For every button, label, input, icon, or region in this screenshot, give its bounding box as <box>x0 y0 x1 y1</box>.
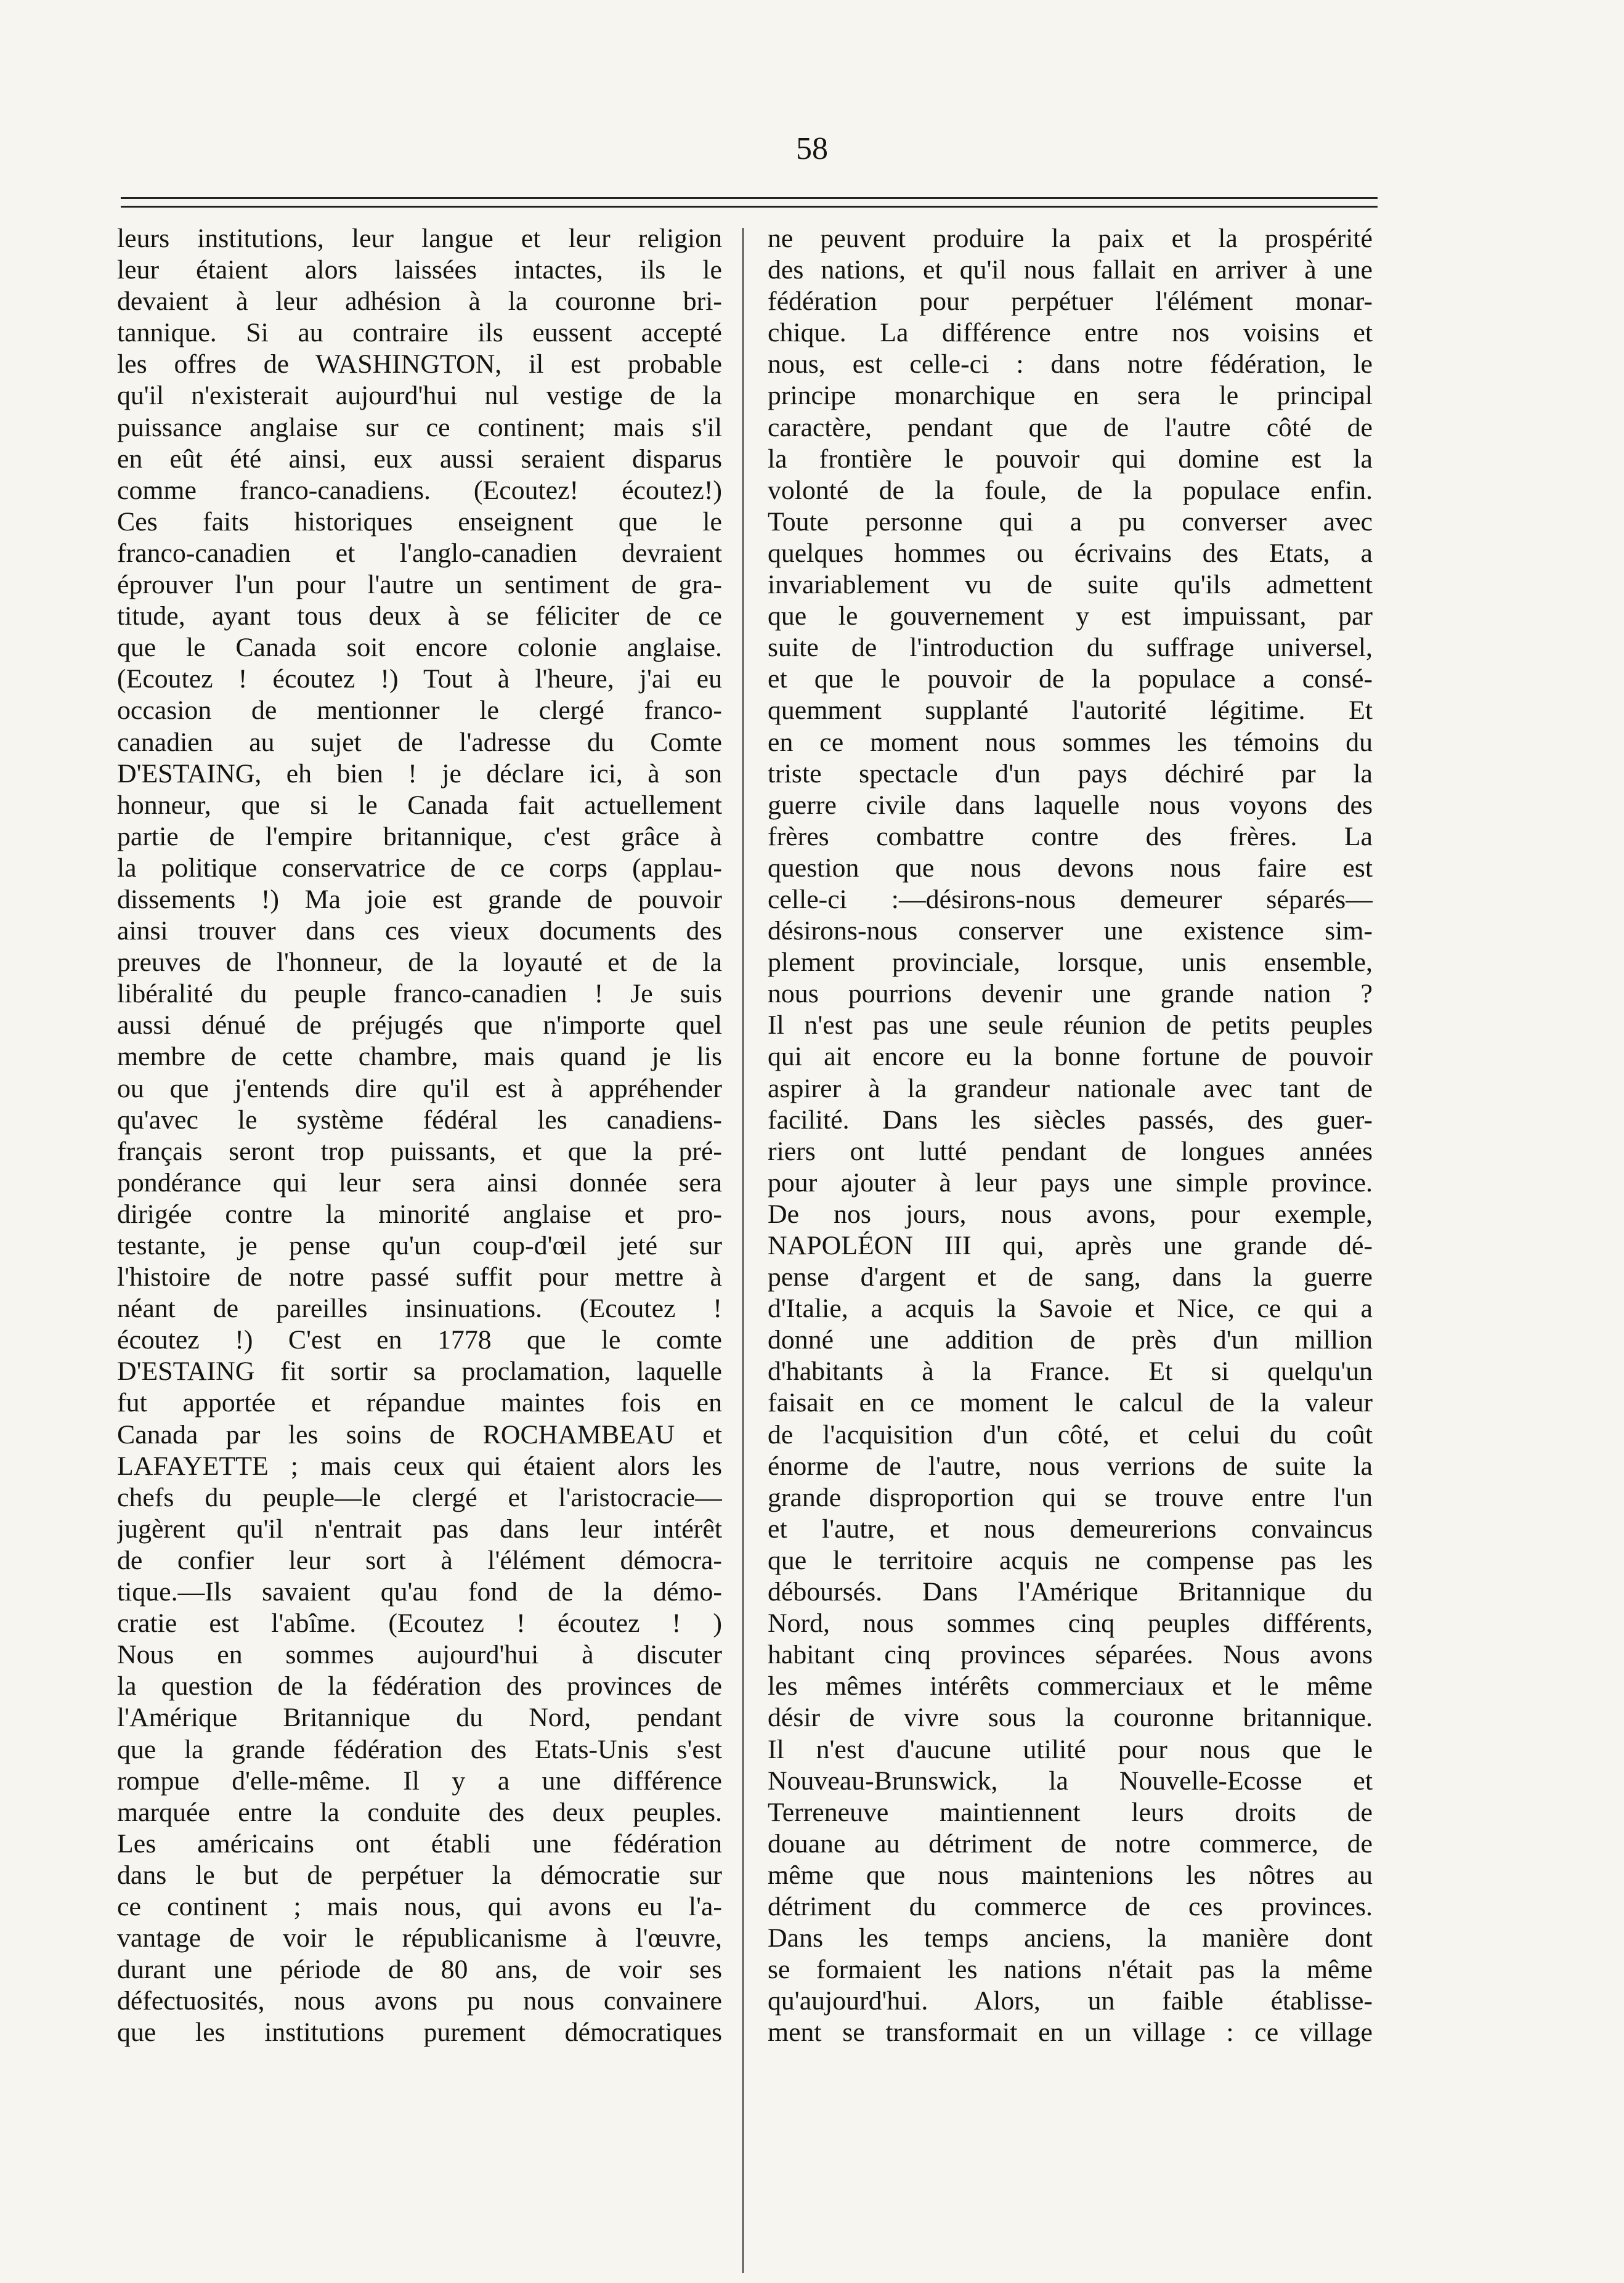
text-line: titude, ayant tous deux à se féliciter de ce <box>117 601 722 631</box>
text-line: membre de cette chambre, mais quand je lis <box>117 1042 722 1072</box>
text-line: question que nous devons nous faire est <box>768 853 1373 883</box>
text-line: français seront trop puissants, et que la pré- <box>117 1136 722 1166</box>
text-line: invariablement vu de suite qu'ils admettent <box>768 570 1373 600</box>
text-line: NAPOLÉON III qui, après une grande dé- <box>768 1231 1373 1260</box>
text-line: l'Amérique Britannique du Nord, pendant <box>117 1703 722 1733</box>
text-line: des nations, et qu'il nous fallait en arriver à une <box>768 255 1373 285</box>
text-line: fédération pour perpétuer l'élément monar- <box>768 286 1373 317</box>
text-line: ce continent ; mais nous, qui avons eu l'a- <box>117 1891 722 1921</box>
text-line: qu'aujourd'hui. Alors, un faible établisse- <box>768 1986 1373 2016</box>
text-line: triste spectacle d'un pays déchiré par la <box>768 758 1373 789</box>
text-line: devaient à leur adhésion à la couronne bri- <box>117 286 722 317</box>
text-line: habitant cinq provinces séparées. Nous avons <box>768 1640 1373 1670</box>
text-line: Canada par les soins de ROCHAMBEAU et <box>117 1419 722 1450</box>
text-line: occasion de mentionner le clergé franco- <box>117 695 722 726</box>
text-line: tique.—Ils savaient qu'au fond de la démo- <box>117 1577 722 1607</box>
text-line: ou que j'entends dire qu'il est à appréhender <box>117 1073 722 1103</box>
text-line: dans le but de perpétuer la démocratie sur <box>117 1860 722 1890</box>
text-line: nous pourrions devenir une grande nation ? <box>768 979 1373 1009</box>
text-line: cratie est l'abîme. (Ecoutez ! écoutez ! ) <box>117 1608 722 1639</box>
text-line: Les américains ont établi une fédération <box>117 1828 722 1859</box>
left-text-column <box>117 223 722 2048</box>
text-line: qui ait encore eu la bonne fortune de pouvoir <box>768 1042 1373 1072</box>
text-line: caractère, pendant que de l'autre côté de <box>768 412 1373 442</box>
text-line: Il n'est pas une seule réunion de petits peuples <box>768 1010 1373 1040</box>
text-line: preuves de l'honneur, de la loyauté et de la <box>117 947 722 978</box>
text-line: partie de l'empire britannique, c'est grâce à <box>117 821 722 851</box>
text-line: riers ont lutté pendant de longues années <box>768 1136 1373 1166</box>
text-line: et l'autre, et nous demeurerions convaincus <box>768 1514 1373 1544</box>
text-line: éprouver l'un pour l'autre un sentiment de gra- <box>117 570 722 600</box>
text-line: volonté de la foule, de la populace enfin. <box>768 475 1373 505</box>
text-line: que les institutions purement démocratiques <box>117 2017 722 2048</box>
text-line: ainsi trouver dans ces vieux documents des <box>117 916 722 946</box>
text-line: comme franco-canadiens. (Ecoutez! écoutez!) <box>117 475 722 505</box>
text-line: Ces faits historiques enseignent que le <box>117 506 722 537</box>
text-line: qu'avec le système fédéral les canadiens- <box>117 1105 722 1135</box>
text-line: plement provinciale, lorsque, unis ensemble, <box>768 947 1373 978</box>
text-line: et que le pouvoir de la populace a consé- <box>768 664 1373 694</box>
text-line: jugèrent qu'il n'entrait pas dans leur intérêt <box>117 1514 722 1544</box>
text-line: néant de pareilles insinuations. (Ecoutez ! <box>117 1294 722 1324</box>
text-line: tannique. Si au contraire ils eussent accepté <box>117 318 722 348</box>
text-line: libéralité du peuple franco-canadien ! Je suis <box>117 979 722 1009</box>
text-line: pense d'argent et de sang, dans la guerre <box>768 1262 1373 1292</box>
text-line: d'habitants à la France. Et si quelqu'un <box>768 1356 1373 1387</box>
text-line: Dans les temps anciens, la manière dont <box>768 1923 1373 1953</box>
text-line: douane au détriment de notre commerce, de <box>768 1828 1373 1859</box>
text-line: Terreneuve maintiennent leurs droits de <box>768 1797 1373 1827</box>
right-text-column <box>768 223 1373 2048</box>
header-rule-top <box>121 197 1378 199</box>
page-number: 58 <box>796 131 828 166</box>
text-line: désir de vivre sous la couronne britannique. <box>768 1703 1373 1733</box>
text-line: Nous en sommes aujourd'hui à discuter <box>117 1640 722 1670</box>
text-line: De nos jours, nous avons, pour exemple, <box>768 1199 1373 1229</box>
text-line: facilité. Dans les siècles passés, des guer- <box>768 1105 1373 1135</box>
text-line: (Ecoutez ! écoutez !) Tout à l'heure, j'ai eu <box>117 664 722 694</box>
text-line: que le territoire acquis ne compense pas les <box>768 1545 1373 1575</box>
text-line: celle-ci :—désirons-nous demeurer séparés— <box>768 884 1373 914</box>
text-line: testante, je pense qu'un coup-d'œil jeté sur <box>117 1231 722 1260</box>
text-line: aussi dénué de préjugés que n'importe quel <box>117 1010 722 1040</box>
text-line: principe monarchique en sera le principal <box>768 381 1373 411</box>
text-line: pour ajouter à leur pays une simple province. <box>768 1167 1373 1198</box>
text-line: dissements !) Ma joie est grande de pouvoir <box>117 884 722 914</box>
text-line: Toute personne qui a pu converser avec <box>768 506 1373 537</box>
text-line: les mêmes intérêts commerciaux et le même <box>768 1671 1373 1701</box>
text-line: la question de la fédération des provinces de <box>117 1671 722 1701</box>
text-line: en ce moment nous sommes les témoins du <box>768 727 1373 757</box>
text-line: Nouveau-Brunswick, la Nouvelle-Ecosse et <box>768 1766 1373 1796</box>
text-line: LAFAYETTE ; mais ceux qui étaient alors les <box>117 1451 722 1481</box>
text-line: D'ESTAING fit sortir sa proclamation, laquelle <box>117 1356 722 1387</box>
text-line: donné une addition de près d'un million <box>768 1325 1373 1355</box>
text-line: aspirer à la grandeur nationale avec tant de <box>768 1073 1373 1103</box>
text-line: marquée entre la conduite des deux peuples. <box>117 1797 722 1827</box>
text-line: fut apportée et répandue maintes fois en <box>117 1388 722 1418</box>
text-line: D'ESTAING, eh bien ! je déclare ici, à son <box>117 758 722 789</box>
text-line: durant une période de 80 ans, de voir ses <box>117 1955 722 1985</box>
text-line: d'Italie, a acquis la Savoie et Nice, ce qui a <box>768 1294 1373 1324</box>
column-divider <box>742 228 744 2273</box>
text-line: que le gouvernement y est impuissant, par <box>768 601 1373 631</box>
text-line: leurs institutions, leur langue et leur religion <box>117 224 722 253</box>
text-line: que la grande fédération des Etats-Unis s'est <box>117 1734 722 1764</box>
text-line: nous, est celle-ci : dans notre fédération, le <box>768 349 1373 379</box>
text-line: détriment du commerce de ces provinces. <box>768 1891 1373 1921</box>
text-line: que le Canada soit encore colonie anglaise. <box>117 633 722 663</box>
text-line: Il n'est d'aucune utilité pour nous que le <box>768 1734 1373 1764</box>
header-rule-bottom <box>121 206 1378 208</box>
text-line: se formaient les nations n'était pas la même <box>768 1955 1373 1985</box>
text-line: de l'acquisition d'un côté, et celui du coût <box>768 1419 1373 1450</box>
text-line: en eût été ainsi, eux aussi seraient disparus <box>117 444 722 474</box>
text-line: les offres de WASHINGTON, il est probable <box>117 349 722 379</box>
text-line: honneur, que si le Canada fait actuellement <box>117 790 722 820</box>
text-line: ne peuvent produire la paix et la prospérité <box>768 224 1373 253</box>
text-line: chique. La différence entre nos voisins et <box>768 318 1373 348</box>
text-line: l'histoire de notre passé suffit pour mettre à <box>117 1262 722 1292</box>
text-line: guerre civile dans laquelle nous voyons des <box>768 790 1373 820</box>
text-line: quemment supplanté l'autorité légitime. Et <box>768 695 1373 726</box>
text-line: suite de l'introduction du suffrage universel, <box>768 633 1373 663</box>
text-line: faisait en ce moment le calcul de la valeur <box>768 1388 1373 1418</box>
text-line: Nord, nous sommes cinq peuples différents, <box>768 1608 1373 1639</box>
text-line: écoutez !) C'est en 1778 que le comte <box>117 1325 722 1355</box>
text-line: dirigée contre la minorité anglaise et pro- <box>117 1199 722 1229</box>
text-line: pondérance qui leur sera ainsi donnée sera <box>117 1167 722 1198</box>
text-line: déboursés. Dans l'Amérique Britannique du <box>768 1577 1373 1607</box>
text-line: énorme de l'autre, nous verrions de suite la <box>768 1451 1373 1481</box>
text-line: franco-canadien et l'anglo-canadien devraient <box>117 538 722 568</box>
text-line: même que nous maintenions les nôtres au <box>768 1860 1373 1890</box>
text-line: rompue d'elle-même. Il y a une différence <box>117 1766 722 1796</box>
text-line: leur étaient alors laissées intactes, ils le <box>117 255 722 285</box>
text-line: puissance anglaise sur ce continent; mais s'il <box>117 412 722 442</box>
text-line: vantage de voir le républicanisme à l'œuvre, <box>117 1923 722 1953</box>
text-line: la politique conservatrice de ce corps (applau- <box>117 853 722 883</box>
text-line: la frontière le pouvoir qui domine est la <box>768 444 1373 474</box>
text-line: canadien au sujet de l'adresse du Comte <box>117 727 722 757</box>
text-line: ment se transformait en un village : ce village <box>768 2017 1373 2048</box>
text-line: frères combattre contre des frères. La <box>768 821 1373 851</box>
text-line: de confier leur sort à l'élément démocra- <box>117 1545 722 1575</box>
text-line: grande disproportion qui se trouve entre l'un <box>768 1482 1373 1512</box>
text-line: défectuosités, nous avons pu nous convainere <box>117 1986 722 2016</box>
text-line: quelques hommes ou écrivains des Etats, a <box>768 538 1373 568</box>
text-line: chefs du peuple—le clergé et l'aristocracie— <box>117 1482 722 1512</box>
text-line: qu'il n'existerait aujourd'hui nul vestige de la <box>117 381 722 411</box>
text-line: désirons-nous conserver une existence sim- <box>768 916 1373 946</box>
